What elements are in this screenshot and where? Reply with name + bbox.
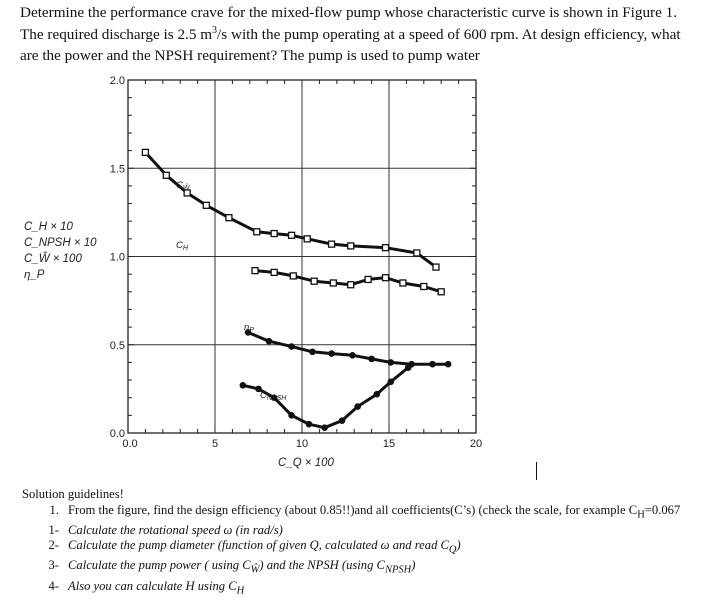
data-point	[163, 172, 169, 178]
data-point	[309, 349, 316, 356]
guideline-item	[22, 523, 702, 539]
data-point	[387, 379, 394, 386]
guideline-text-part: Calculate the pump power ( using C	[68, 558, 251, 573]
data-point	[289, 232, 295, 238]
guideline-text	[68, 538, 461, 558]
y-tick-label: 1.0	[109, 251, 125, 264]
data-point	[203, 202, 209, 208]
data-point	[288, 343, 295, 350]
data-point	[142, 149, 148, 155]
data-point	[330, 280, 336, 286]
data-point	[349, 352, 356, 359]
problem-text-2: /s with the pump operating at a speed of 600 rpm. At design efficiency, what are the power and the NPSH requirement? The pump is used to pump water	[20, 25, 681, 64]
data-point	[383, 275, 389, 281]
data-point	[348, 282, 354, 288]
y-axis-label-line: C_H × 10	[24, 221, 73, 233]
series-label-3: $\eta_P$	[244, 322, 254, 334]
data-point	[339, 417, 346, 424]
data-point	[271, 269, 277, 275]
data-point	[288, 412, 295, 419]
series-label-1: $C_Ŵ$	[176, 180, 190, 192]
guideline-text	[68, 558, 415, 578]
y-tick-label: 1.5	[109, 163, 125, 176]
data-point	[421, 284, 427, 290]
data-point	[400, 280, 406, 286]
x-tick-label: 5	[211, 438, 219, 450]
guidelines-list	[22, 503, 702, 599]
data-point	[240, 382, 247, 389]
data-point	[266, 338, 273, 345]
data-point	[329, 241, 335, 247]
guideline-text-part: )	[411, 558, 416, 573]
data-point	[365, 276, 371, 282]
y-axis-label-line: C_NPSH × 10	[24, 237, 97, 249]
guideline-number: 2-	[48, 538, 59, 553]
guideline-number: 1.	[49, 502, 59, 517]
y-tick-label: 0.0	[109, 428, 125, 440]
data-point	[311, 278, 317, 284]
series-line-3	[248, 332, 448, 364]
y-axis-label-line: η_P	[24, 269, 45, 281]
guideline-item	[22, 558, 702, 578]
guideline-subscript: H	[637, 509, 645, 521]
data-point	[348, 243, 354, 249]
data-point	[368, 356, 375, 363]
y-tick-label: 0.5	[109, 339, 125, 352]
guideline-subscript: Q	[448, 544, 457, 556]
data-point	[405, 364, 412, 371]
problem-text-1: Determine the performance crave for the mixed-flow pump whose characteristic curve is shown in Figure 1. The required discharge is 2.5 m	[20, 4, 678, 43]
guideline-subscript: H	[236, 585, 245, 597]
guideline-text	[68, 579, 244, 599]
data-point	[321, 424, 328, 431]
guideline-item	[22, 538, 702, 558]
x-tick-label: 10	[295, 438, 309, 450]
series-label-2: $C_H$	[176, 240, 188, 252]
guideline-text	[68, 503, 680, 523]
x-tick-label: 20	[469, 438, 483, 450]
guideline-subscript: Ŵ	[250, 564, 260, 576]
text-cursor	[536, 462, 537, 480]
problem-superscript: 3	[212, 24, 218, 36]
data-point	[252, 268, 258, 274]
guideline-subscript: NPSH	[384, 564, 412, 576]
data-point	[304, 236, 310, 242]
guideline-text-part: Also you can calculate H using C	[68, 578, 237, 593]
data-point	[445, 361, 452, 368]
data-point	[306, 421, 313, 428]
y-axis-label-line: C_Ŵ × 100	[24, 253, 82, 265]
data-point	[433, 264, 439, 270]
x-tick-label: 0.0	[122, 438, 138, 450]
data-point	[271, 231, 277, 237]
solution-guidelines	[22, 487, 702, 599]
guideline-text: Calculate the rotational speed ω (in rad/s)	[68, 522, 283, 537]
data-point	[429, 361, 436, 368]
data-point	[374, 391, 381, 398]
guideline-number: 1-	[48, 522, 59, 537]
guideline-text-part: ) and the NPSH (using C	[259, 558, 385, 573]
guideline-item	[22, 579, 702, 599]
data-point	[414, 250, 420, 256]
guideline-text-part: =0.067	[644, 502, 681, 517]
data-point	[226, 215, 232, 221]
guideline-text-part: Calculate the pump diameter (function of given Q, calculated ω and read C	[68, 538, 449, 553]
data-point	[387, 359, 394, 366]
guideline-item	[22, 503, 702, 523]
guideline-number: 3-	[48, 558, 59, 573]
data-point	[290, 273, 296, 279]
data-point	[254, 229, 260, 235]
guideline-text-part: From the figure, find the design efficiency (about 0.85!!)and all coefficients(C’s) (check the scale, for example C	[68, 502, 638, 517]
x-axis-label: C_Q × 100	[278, 457, 334, 469]
guideline-number: 4-	[48, 578, 59, 593]
data-point	[328, 350, 335, 357]
series-line-2	[145, 152, 436, 267]
x-tick-label: 15	[382, 438, 396, 450]
y-tick-label: 2.0	[109, 75, 125, 87]
data-point	[354, 403, 361, 410]
chart-labels	[176, 180, 287, 402]
series-label-4: $C_{NPSH}$	[260, 390, 287, 402]
guideline-text-part: )	[456, 538, 461, 553]
data-point	[383, 245, 389, 251]
data-point	[438, 289, 444, 295]
guidelines-heading: Solution guidelines!	[22, 487, 124, 501]
